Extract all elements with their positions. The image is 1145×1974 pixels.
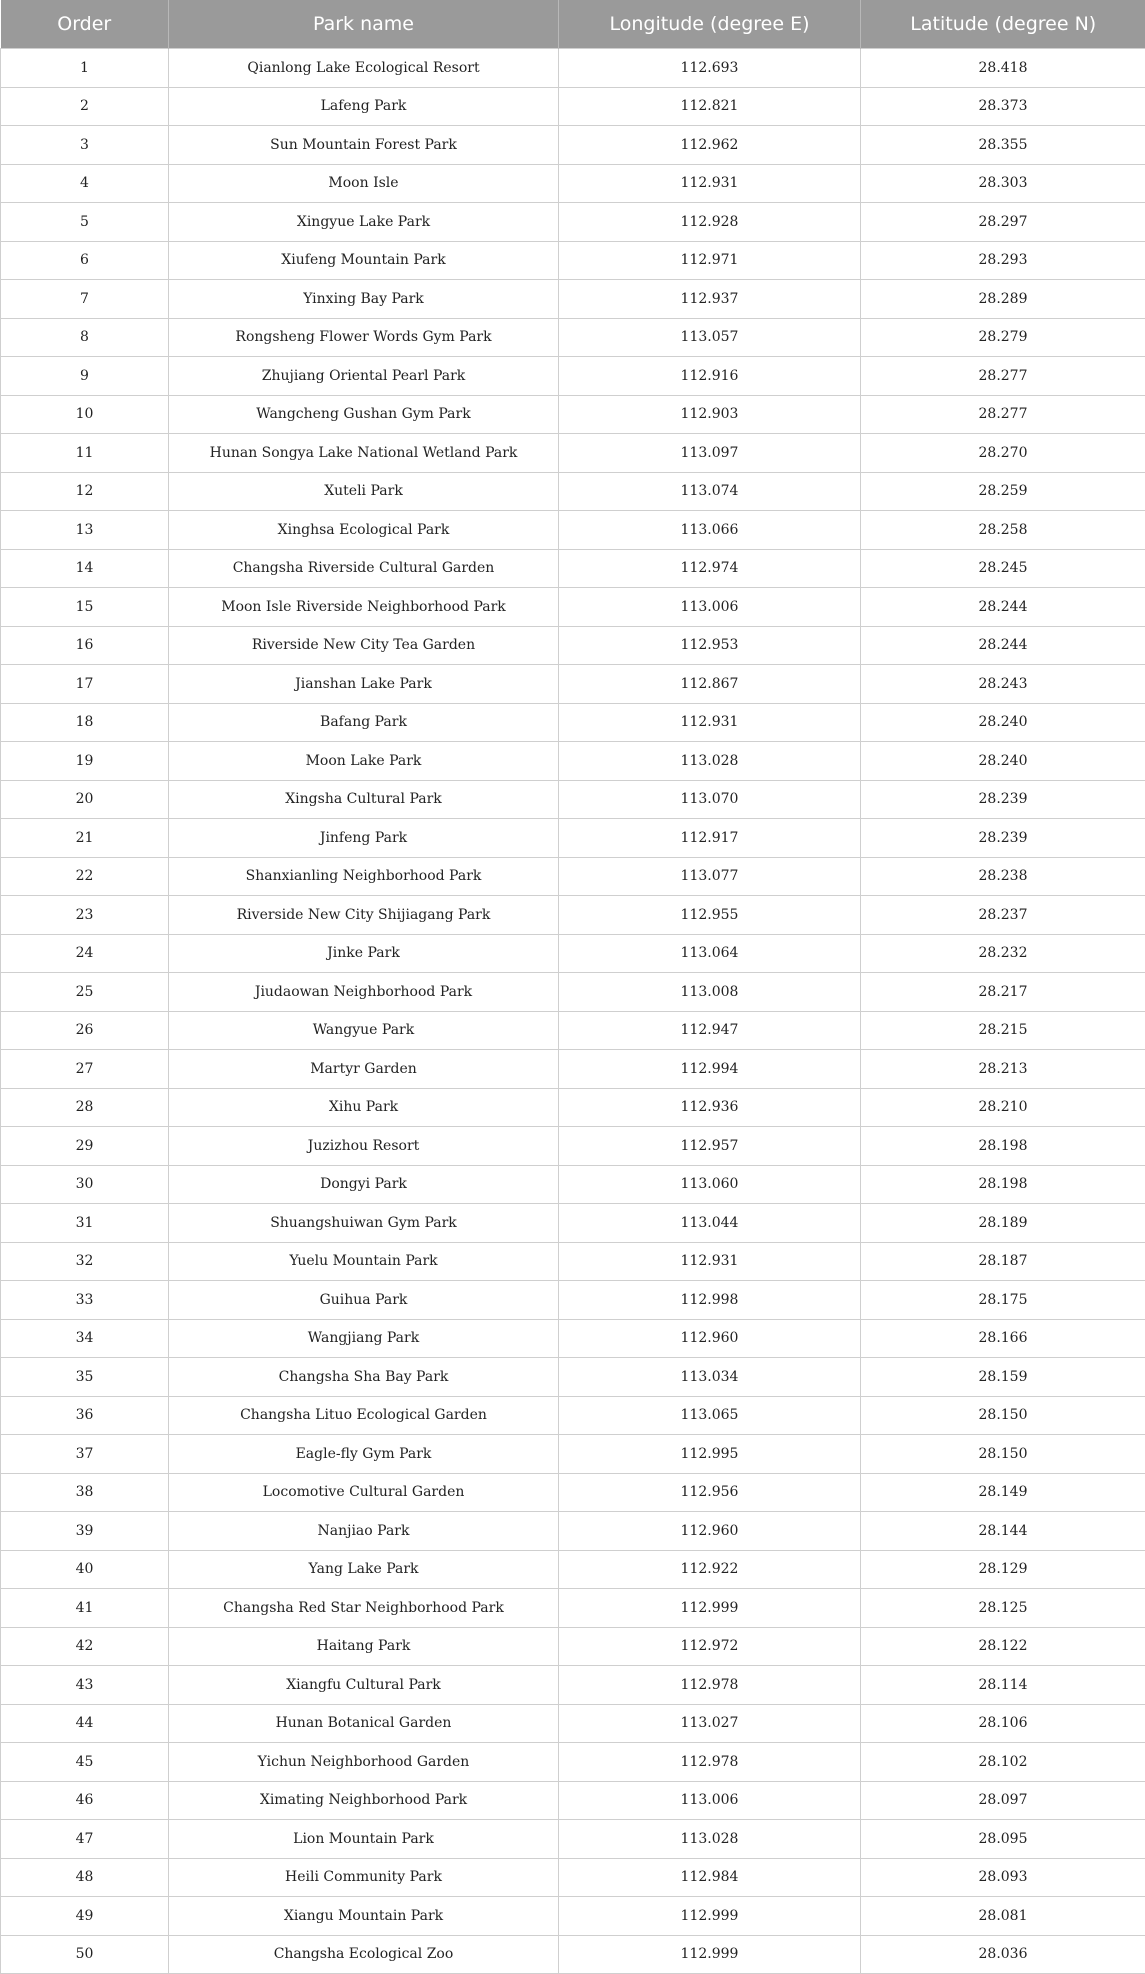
cell-park-name: Yang Lake Park (169, 1550, 559, 1589)
cell-order: 29 (1, 1127, 169, 1166)
table-row (1, 588, 1145, 627)
cell-latitude: 28.093 (861, 1858, 1145, 1897)
cell-order: 16 (1, 626, 169, 665)
cell-latitude: 28.279 (861, 318, 1145, 357)
table-row (1, 280, 1145, 319)
cell-order: 40 (1, 1550, 169, 1589)
cell-order: 37 (1, 1435, 169, 1474)
cell-longitude: 113.097 (559, 434, 861, 473)
cell-order: 21 (1, 819, 169, 858)
cell-park-name: Martyr Garden (169, 1050, 559, 1089)
cell-park-name: Changsha Sha Bay Park (169, 1358, 559, 1397)
cell-longitude: 112.960 (559, 1512, 861, 1551)
cell-park-name: Zhujiang Oriental Pearl Park (169, 357, 559, 396)
table-row (1, 626, 1145, 665)
cell-park-name: Qianlong Lake Ecological Resort (169, 49, 559, 88)
cell-park-name: Yinxing Bay Park (169, 280, 559, 319)
cell-longitude: 112.922 (559, 1550, 861, 1589)
cell-park-name: Heili Community Park (169, 1858, 559, 1897)
cell-latitude: 28.244 (861, 626, 1145, 665)
cell-park-name: Moon Lake Park (169, 742, 559, 781)
cell-longitude: 112.693 (559, 49, 861, 88)
cell-park-name: Riverside New City Shijiagang Park (169, 896, 559, 935)
cell-park-name: Wangjiang Park (169, 1319, 559, 1358)
cell-park-name: Jiudaowan Neighborhood Park (169, 973, 559, 1012)
cell-longitude: 113.060 (559, 1165, 861, 1204)
cell-park-name: Moon Isle (169, 164, 559, 203)
cell-latitude: 28.297 (861, 203, 1145, 242)
cell-order: 28 (1, 1088, 169, 1127)
cell-order: 13 (1, 511, 169, 550)
cell-latitude: 28.213 (861, 1050, 1145, 1089)
cell-longitude: 112.931 (559, 1242, 861, 1281)
cell-longitude: 112.995 (559, 1435, 861, 1474)
cell-order: 23 (1, 896, 169, 935)
cell-longitude: 113.008 (559, 973, 861, 1012)
table-row (1, 1820, 1145, 1859)
cell-order: 50 (1, 1935, 169, 1974)
table-row (1, 49, 1145, 88)
cell-order: 36 (1, 1396, 169, 1435)
cell-latitude: 28.125 (861, 1589, 1145, 1628)
cell-latitude: 28.303 (861, 164, 1145, 203)
cell-longitude: 113.057 (559, 318, 861, 357)
cell-park-name: Haitang Park (169, 1627, 559, 1666)
cell-longitude: 112.931 (559, 703, 861, 742)
cell-latitude: 28.245 (861, 549, 1145, 588)
cell-park-name: Ximating Neighborhood Park (169, 1781, 559, 1820)
cell-longitude: 113.077 (559, 857, 861, 896)
cell-order: 47 (1, 1820, 169, 1859)
cell-longitude: 112.978 (559, 1666, 861, 1705)
cell-latitude: 28.149 (861, 1473, 1145, 1512)
cell-park-name: Xingsha Cultural Park (169, 780, 559, 819)
cell-latitude: 28.277 (861, 395, 1145, 434)
cell-park-name: Riverside New City Tea Garden (169, 626, 559, 665)
table-row (1, 1165, 1145, 1204)
header-row (1, 0, 1145, 49)
cell-order: 1 (1, 49, 169, 88)
cell-park-name: Xiangu Mountain Park (169, 1897, 559, 1936)
table-row (1, 780, 1145, 819)
cell-latitude: 28.215 (861, 1011, 1145, 1050)
cell-park-name: Sun Mountain Forest Park (169, 126, 559, 165)
cell-order: 45 (1, 1743, 169, 1782)
table-row (1, 549, 1145, 588)
table-row (1, 742, 1145, 781)
table-row (1, 665, 1145, 704)
cell-park-name: Jianshan Lake Park (169, 665, 559, 704)
cell-latitude: 28.150 (861, 1435, 1145, 1474)
table-row (1, 1396, 1145, 1435)
cell-longitude: 112.916 (559, 357, 861, 396)
cell-order: 25 (1, 973, 169, 1012)
table-row (1, 318, 1145, 357)
cell-longitude: 113.074 (559, 472, 861, 511)
cell-longitude: 112.978 (559, 1743, 861, 1782)
table-row (1, 819, 1145, 858)
cell-order: 24 (1, 934, 169, 973)
table-row (1, 934, 1145, 973)
cell-longitude: 113.044 (559, 1204, 861, 1243)
table-row (1, 1358, 1145, 1397)
cell-latitude: 28.243 (861, 665, 1145, 704)
table-row (1, 164, 1145, 203)
cell-longitude: 113.065 (559, 1396, 861, 1435)
cell-order: 18 (1, 703, 169, 742)
cell-park-name: Xingyue Lake Park (169, 203, 559, 242)
table-row (1, 1897, 1145, 1936)
cell-park-name: Hunan Botanical Garden (169, 1704, 559, 1743)
cell-latitude: 28.232 (861, 934, 1145, 973)
cell-longitude: 112.999 (559, 1897, 861, 1936)
cell-latitude: 28.159 (861, 1358, 1145, 1397)
cell-park-name: Bafang Park (169, 703, 559, 742)
cell-order: 8 (1, 318, 169, 357)
cell-longitude: 113.034 (559, 1358, 861, 1397)
table-row (1, 1050, 1145, 1089)
cell-order: 22 (1, 857, 169, 896)
cell-order: 11 (1, 434, 169, 473)
cell-longitude: 113.027 (559, 1704, 861, 1743)
table-row (1, 434, 1145, 473)
cell-order: 46 (1, 1781, 169, 1820)
cell-longitude: 113.006 (559, 1781, 861, 1820)
table-row (1, 896, 1145, 935)
cell-latitude: 28.238 (861, 857, 1145, 896)
cell-order: 48 (1, 1858, 169, 1897)
header-order: Order (1, 0, 169, 49)
header-latitude: Latitude (degree N) (861, 0, 1145, 49)
cell-park-name: Yichun Neighborhood Garden (169, 1743, 559, 1782)
table-row (1, 1204, 1145, 1243)
table-row (1, 395, 1145, 434)
cell-park-name: Shuangshuiwan Gym Park (169, 1204, 559, 1243)
cell-longitude: 113.070 (559, 780, 861, 819)
cell-order: 20 (1, 780, 169, 819)
table-row (1, 472, 1145, 511)
cell-latitude: 28.187 (861, 1242, 1145, 1281)
table-row (1, 1319, 1145, 1358)
cell-order: 32 (1, 1242, 169, 1281)
cell-park-name: Wangcheng Gushan Gym Park (169, 395, 559, 434)
cell-order: 33 (1, 1281, 169, 1320)
cell-latitude: 28.129 (861, 1550, 1145, 1589)
cell-latitude: 28.258 (861, 511, 1145, 550)
table-row (1, 357, 1145, 396)
cell-latitude: 28.095 (861, 1820, 1145, 1859)
cell-latitude: 28.289 (861, 280, 1145, 319)
cell-park-name: Xinghsa Ecological Park (169, 511, 559, 550)
cell-order: 17 (1, 665, 169, 704)
cell-longitude: 112.947 (559, 1011, 861, 1050)
cell-longitude: 112.962 (559, 126, 861, 165)
cell-park-name: Xiufeng Mountain Park (169, 241, 559, 280)
table-row (1, 1935, 1145, 1974)
cell-latitude: 28.244 (861, 588, 1145, 627)
cell-latitude: 28.122 (861, 1627, 1145, 1666)
cell-order: 14 (1, 549, 169, 588)
table-row (1, 703, 1145, 742)
cell-latitude: 28.240 (861, 703, 1145, 742)
table-row (1, 1011, 1145, 1050)
cell-longitude: 112.903 (559, 395, 861, 434)
cell-longitude: 112.937 (559, 280, 861, 319)
cell-park-name: Rongsheng Flower Words Gym Park (169, 318, 559, 357)
cell-park-name: Hunan Songya Lake National Wetland Park (169, 434, 559, 473)
cell-park-name: Locomotive Cultural Garden (169, 1473, 559, 1512)
cell-latitude: 28.102 (861, 1743, 1145, 1782)
cell-longitude: 112.960 (559, 1319, 861, 1358)
cell-longitude: 112.821 (559, 87, 861, 126)
cell-longitude: 112.955 (559, 896, 861, 935)
cell-latitude: 28.355 (861, 126, 1145, 165)
cell-order: 3 (1, 126, 169, 165)
cell-latitude: 28.240 (861, 742, 1145, 781)
cell-order: 39 (1, 1512, 169, 1551)
cell-order: 34 (1, 1319, 169, 1358)
cell-park-name: Dongyi Park (169, 1165, 559, 1204)
cell-park-name: Changsha Red Star Neighborhood Park (169, 1589, 559, 1628)
cell-longitude: 112.931 (559, 164, 861, 203)
cell-order: 38 (1, 1473, 169, 1512)
cell-latitude: 28.114 (861, 1666, 1145, 1705)
cell-longitude: 112.994 (559, 1050, 861, 1089)
cell-latitude: 28.259 (861, 472, 1145, 511)
cell-order: 6 (1, 241, 169, 280)
cell-order: 9 (1, 357, 169, 396)
cell-park-name: Wangyue Park (169, 1011, 559, 1050)
cell-longitude: 112.999 (559, 1589, 861, 1628)
table-row (1, 1704, 1145, 1743)
cell-order: 43 (1, 1666, 169, 1705)
cell-longitude: 112.936 (559, 1088, 861, 1127)
cell-latitude: 28.036 (861, 1935, 1145, 1974)
cell-park-name: Changsha Ecological Zoo (169, 1935, 559, 1974)
cell-park-name: Xuteli Park (169, 472, 559, 511)
cell-latitude: 28.189 (861, 1204, 1145, 1243)
cell-longitude: 113.064 (559, 934, 861, 973)
cell-latitude: 28.081 (861, 1897, 1145, 1936)
table-body (1, 49, 1145, 1974)
cell-latitude: 28.144 (861, 1512, 1145, 1551)
cell-latitude: 28.198 (861, 1165, 1145, 1204)
cell-longitude: 112.974 (559, 549, 861, 588)
cell-park-name: Shanxianling Neighborhood Park (169, 857, 559, 896)
cell-latitude: 28.210 (861, 1088, 1145, 1127)
cell-longitude: 113.006 (559, 588, 861, 627)
cell-longitude: 112.984 (559, 1858, 861, 1897)
cell-order: 19 (1, 742, 169, 781)
cell-order: 49 (1, 1897, 169, 1936)
cell-latitude: 28.270 (861, 434, 1145, 473)
cell-longitude: 113.028 (559, 742, 861, 781)
cell-order: 10 (1, 395, 169, 434)
cell-latitude: 28.166 (861, 1319, 1145, 1358)
cell-latitude: 28.418 (861, 49, 1145, 88)
cell-park-name: Guihua Park (169, 1281, 559, 1320)
header-park-name: Park name (169, 0, 559, 49)
cell-longitude: 112.953 (559, 626, 861, 665)
cell-longitude: 112.917 (559, 819, 861, 858)
cell-park-name: Nanjiao Park (169, 1512, 559, 1551)
cell-latitude: 28.373 (861, 87, 1145, 126)
cell-park-name: Eagle-fly Gym Park (169, 1435, 559, 1474)
cell-order: 35 (1, 1358, 169, 1397)
cell-order: 5 (1, 203, 169, 242)
cell-order: 26 (1, 1011, 169, 1050)
cell-order: 44 (1, 1704, 169, 1743)
cell-latitude: 28.150 (861, 1396, 1145, 1435)
cell-longitude: 112.998 (559, 1281, 861, 1320)
table-row (1, 1589, 1145, 1628)
cell-park-name: Yuelu Mountain Park (169, 1242, 559, 1281)
cell-order: 42 (1, 1627, 169, 1666)
table-row (1, 973, 1145, 1012)
table-row (1, 857, 1145, 896)
cell-latitude: 28.293 (861, 241, 1145, 280)
cell-order: 15 (1, 588, 169, 627)
cell-latitude: 28.175 (861, 1281, 1145, 1320)
table-row (1, 1512, 1145, 1551)
cell-park-name: Juzizhou Resort (169, 1127, 559, 1166)
cell-longitude: 112.999 (559, 1935, 861, 1974)
table-row (1, 1435, 1145, 1474)
cell-latitude: 28.237 (861, 896, 1145, 935)
cell-latitude: 28.106 (861, 1704, 1145, 1743)
cell-park-name: Jinfeng Park (169, 819, 559, 858)
cell-order: 31 (1, 1204, 169, 1243)
table-row (1, 1858, 1145, 1897)
cell-longitude: 113.028 (559, 1820, 861, 1859)
cell-park-name: Lion Mountain Park (169, 1820, 559, 1859)
cell-latitude: 28.239 (861, 780, 1145, 819)
table-row (1, 1666, 1145, 1705)
cell-longitude: 112.928 (559, 203, 861, 242)
cell-longitude: 113.066 (559, 511, 861, 550)
cell-order: 30 (1, 1165, 169, 1204)
table-row (1, 1281, 1145, 1320)
table-row (1, 203, 1145, 242)
cell-order: 7 (1, 280, 169, 319)
table-row (1, 511, 1145, 550)
cell-order: 27 (1, 1050, 169, 1089)
cell-latitude: 28.217 (861, 973, 1145, 1012)
cell-park-name: Changsha Lituo Ecological Garden (169, 1396, 559, 1435)
cell-latitude: 28.239 (861, 819, 1145, 858)
cell-order: 41 (1, 1589, 169, 1628)
table-header (1, 0, 1145, 49)
table-row (1, 1781, 1145, 1820)
cell-latitude: 28.198 (861, 1127, 1145, 1166)
table-row (1, 1627, 1145, 1666)
cell-park-name: Changsha Riverside Cultural Garden (169, 549, 559, 588)
table-row (1, 1550, 1145, 1589)
cell-park-name: Lafeng Park (169, 87, 559, 126)
header-longitude: Longitude (degree E) (559, 0, 861, 49)
cell-latitude: 28.097 (861, 1781, 1145, 1820)
table-row (1, 1127, 1145, 1166)
cell-longitude: 112.957 (559, 1127, 861, 1166)
table-row (1, 1088, 1145, 1127)
cell-park-name: Moon Isle Riverside Neighborhood Park (169, 588, 559, 627)
cell-longitude: 112.867 (559, 665, 861, 704)
table-row (1, 1242, 1145, 1281)
cell-order: 12 (1, 472, 169, 511)
table-row (1, 241, 1145, 280)
cell-longitude: 112.956 (559, 1473, 861, 1512)
cell-order: 2 (1, 87, 169, 126)
table-row (1, 1743, 1145, 1782)
cell-order: 4 (1, 164, 169, 203)
table-row (1, 126, 1145, 165)
cell-latitude: 28.277 (861, 357, 1145, 396)
cell-longitude: 112.971 (559, 241, 861, 280)
cell-park-name: Jinke Park (169, 934, 559, 973)
table-row (1, 1473, 1145, 1512)
cell-longitude: 112.972 (559, 1627, 861, 1666)
cell-park-name: Xihu Park (169, 1088, 559, 1127)
table-row (1, 87, 1145, 126)
cell-park-name: Xiangfu Cultural Park (169, 1666, 559, 1705)
